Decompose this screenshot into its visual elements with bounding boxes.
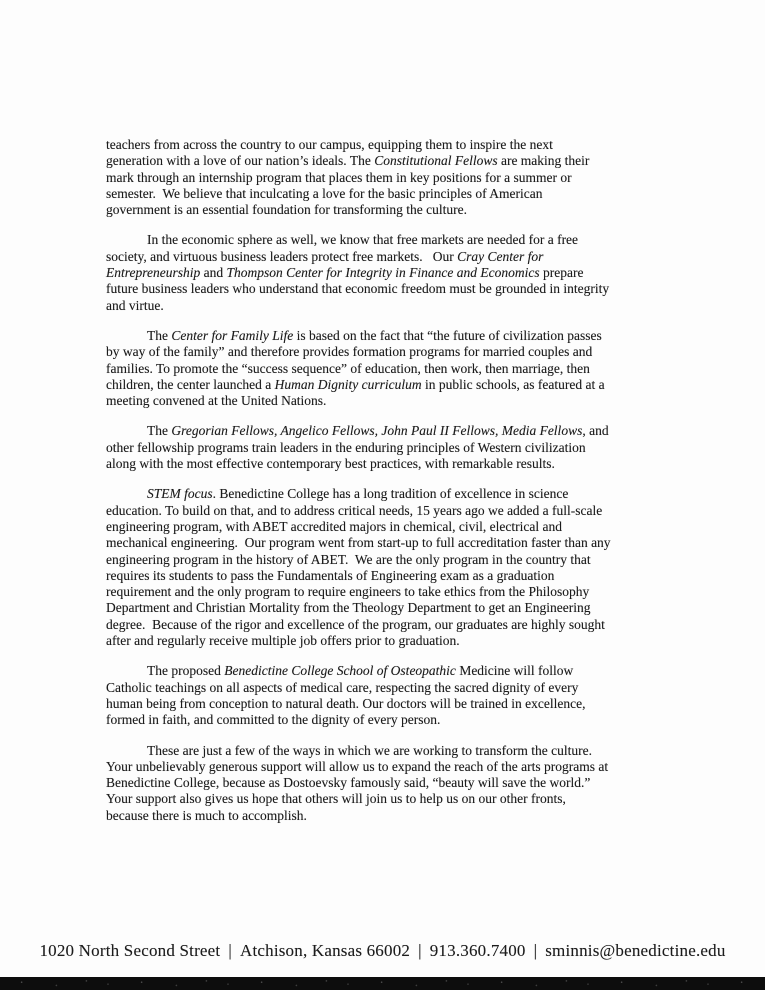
italic-text-run: Gregorian Fellows, Angelico Fellows, John Paul II Fellows, Media Fellows (171, 423, 583, 439)
text-line (106, 281, 676, 297)
text-run: after and regularly receive multiple job offers prior to graduation. (106, 633, 460, 649)
text-line (106, 486, 676, 502)
text-line (106, 759, 676, 775)
letter-paragraph (106, 486, 676, 649)
text-line (106, 712, 676, 728)
text-line (106, 743, 676, 759)
scan-edge-bar (0, 977, 765, 990)
text-run: education. To build on that, and to address critical needs, 15 years ago we added a full-scale (106, 502, 603, 518)
letter-paragraph (106, 137, 676, 218)
italic-text-run: Constitutional Fellows (374, 153, 498, 169)
text-line (106, 186, 676, 202)
text-run: is based on the fact that “the future of civilization passes (293, 327, 602, 343)
text-line (106, 153, 676, 169)
text-run: engineering program in the history of ABET. We are the only program in the country that (106, 551, 591, 567)
text-run: and virtue. (106, 297, 164, 313)
italic-text-run: Benedictine College School of Osteopathic (224, 663, 456, 679)
text-line (106, 584, 676, 600)
footer-separator: | (418, 941, 422, 960)
text-line (106, 696, 676, 712)
text-line (106, 456, 676, 472)
text-run: Department and Christian Mortality from the Theology Department to get an Engineering (106, 600, 591, 616)
text-line (106, 440, 676, 456)
text-line (106, 328, 676, 344)
text-run: The (147, 423, 172, 439)
letter-paragraph (106, 423, 676, 472)
text-line (106, 361, 676, 377)
footer-contact-line (0, 941, 765, 961)
text-line (106, 249, 676, 265)
text-run: human being from conception to natural death. Our doctors will be trained in excellence, (106, 695, 586, 711)
italic-text-run: Entrepreneurship (106, 265, 201, 281)
text-line (106, 519, 676, 535)
text-line (106, 617, 676, 633)
text-line (106, 377, 676, 393)
text-line (106, 232, 676, 248)
footer-item: 913.360.7400 (429, 941, 526, 960)
italic-text-run: Cray Center for (457, 248, 544, 264)
letter-paragraph (106, 743, 676, 824)
text-line (106, 808, 676, 824)
text-line (106, 791, 676, 807)
letter-paragraph (106, 663, 676, 728)
text-line (106, 202, 676, 218)
footer-separator: | (228, 941, 232, 960)
text-run: , and (582, 423, 609, 439)
text-run: semester. We believe that inculcating a love for the basic principles of American (106, 185, 543, 201)
text-run: in public schools, as featured at a (421, 376, 605, 392)
text-run: children, the center launched a (106, 376, 275, 392)
footer-item: Atchison, Kansas 66002 (239, 941, 411, 960)
text-run: engineering program, with ABET accredited majors in chemical, civil, electrical and (106, 518, 562, 534)
text-run: degree. Because of the rigor and excellence of the program, our graduates are highly sought (106, 616, 605, 632)
text-run: by way of the family” and therefore provides formation programs for married couples and (106, 344, 593, 360)
text-run: The proposed (147, 663, 225, 679)
text-run: . Benedictine College has a long tradition of excellence in science (212, 486, 569, 502)
text-line (106, 535, 676, 551)
text-line (106, 503, 676, 519)
text-line (106, 265, 676, 281)
text-line (106, 663, 676, 679)
footer-item: 1020 North Second Street (39, 941, 221, 960)
italic-text-run: Center for Family Life (171, 327, 294, 343)
italic-text-run: Human Dignity curriculum (274, 376, 422, 392)
text-line (106, 633, 676, 649)
text-run: future business leaders who understand that economic freedom must be grounded in integrity (106, 281, 610, 297)
text-line (106, 600, 676, 616)
text-run: Catholic teachings on all aspects of medical care, respecting the sacred dignity of every (106, 679, 579, 695)
text-run: and (200, 265, 227, 281)
text-run: along with the most effective contemporary best practices, with remarkable results. (106, 456, 555, 472)
text-run: meeting convened at the United Nations. (106, 393, 327, 409)
text-run: families. To promote the “success sequence” of education, then work, then marriage, then (106, 360, 590, 376)
italic-text-run: Thompson Center for Integrity in Finance and Economics (226, 265, 540, 281)
text-line (106, 775, 676, 791)
text-run: In the economic sphere as well, we know that free markets are needed for a free (147, 232, 579, 248)
text-line (106, 298, 676, 314)
text-line (106, 393, 676, 409)
letter-body (106, 137, 676, 838)
text-run: Your support also gives us hope that others will join us to help us on our other fronts, (106, 791, 566, 807)
text-run: other fellowship programs train leaders in the enduring principles of Western civilization (106, 439, 586, 455)
text-run: government is an essential foundation for transforming the culture. (106, 202, 468, 218)
text-run: generation with a love of our nation’s ideals. The (106, 153, 375, 169)
text-line (106, 423, 676, 439)
text-run: society, and virtuous business leaders protect free markets. Our (106, 248, 458, 264)
text-run: The (147, 327, 172, 343)
footer-item: sminnis@benedictine.edu (545, 941, 726, 960)
text-run: requires its students to pass the Fundamentals of Engineering exam as a graduation (106, 567, 555, 583)
text-run: requirement and the only program to require engineers to take ethics from the Philosophy (106, 584, 590, 600)
text-line (106, 680, 676, 696)
letter-paragraph (106, 232, 676, 313)
text-run: Medicine will follow (455, 663, 574, 679)
italic-text-run: STEM focus (147, 486, 213, 502)
text-run: mark through an internship program that places them in key positions for a summer or (106, 169, 572, 185)
text-run: because there is much to accomplish. (106, 807, 307, 823)
text-line (106, 568, 676, 584)
footer-separator: | (533, 941, 538, 960)
text-line (106, 170, 676, 186)
text-run: mechanical engineering. Our program went from start-up to full accreditation faster than any (106, 535, 611, 551)
text-line (106, 552, 676, 568)
text-run: These are just a few of the ways in which we are working to transform the culture. (147, 742, 592, 758)
text-line (106, 137, 676, 153)
text-run: Benedictine College, because as Dostoevsky famously said, “beauty will save the world.” (106, 775, 591, 791)
text-run: prepare (539, 265, 584, 281)
letter-paragraph (106, 328, 676, 409)
text-run: Your unbelievably generous support will allow us to expand the reach of the arts programs at (106, 758, 609, 774)
text-run: teachers from across the country to our campus, equipping them to inspire the next (106, 137, 553, 152)
text-run: formed in faith, and committed to the dignity of every person. (106, 712, 441, 728)
text-line (106, 344, 676, 360)
text-run: are making their (497, 153, 590, 169)
